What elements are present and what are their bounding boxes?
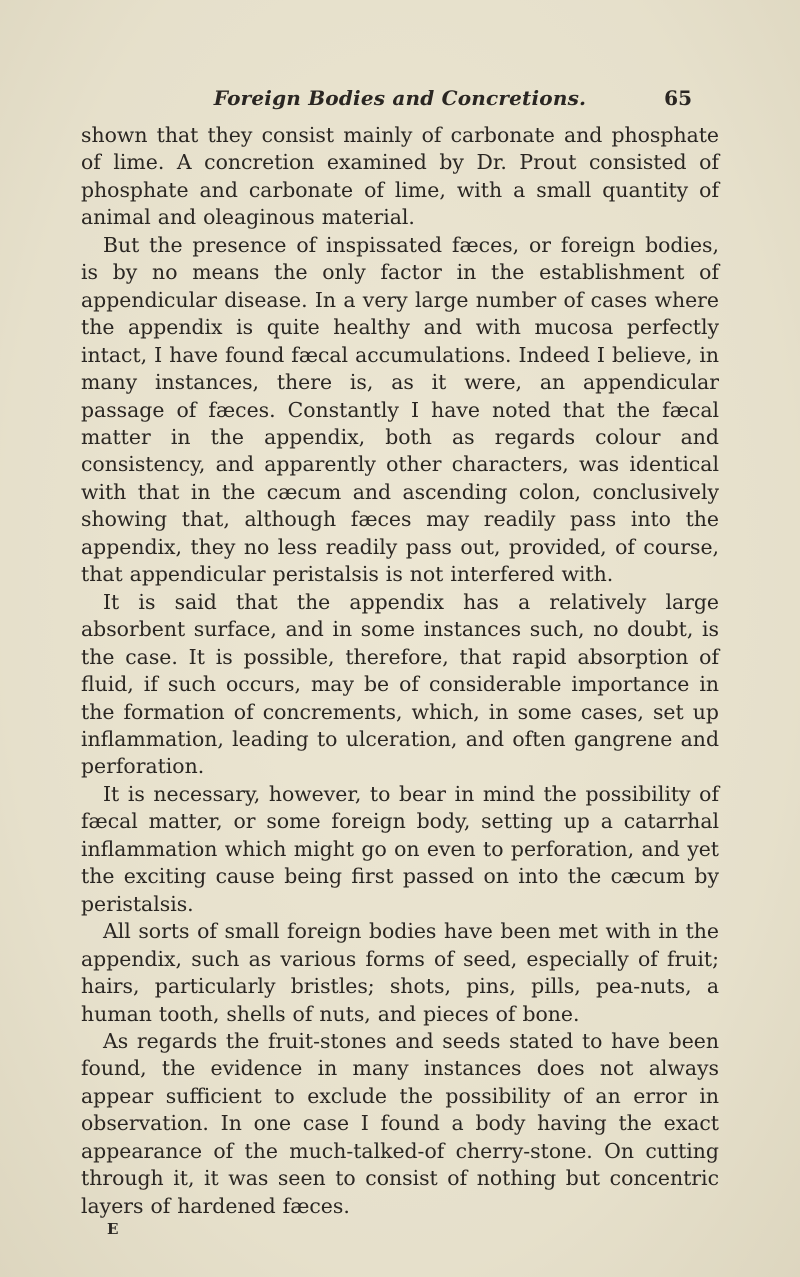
paragraph-continuation: shown that they consist mainly of carbonate and phosphate of lime. A concretion examined by Dr. Prout consisted of phosphate and carbonate of lime, with a small quantity of animal and oleaginous material. (81, 123, 719, 230)
paragraph: All sorts of small foreign bodies have been met with in the appendix, such as various forms of seed, especially of fruit; hairs, particularly bristles; shots, pins, pills, pea-nuts, a human tooth, shells of nuts, and pieces of bone. (81, 919, 719, 1026)
running-title: Foreign Bodies and Concretions. (213, 86, 587, 110)
paragraph: It is said that the appendix has a relatively large absorbent surface, and in some instances such, no doubt, is the case. It is possible, therefore, that rapid absorption of fluid, if such occurs, may be of considerable importance in the formation of concrements, which, in some cases, set up inflammation, leading to ulceration, and often gangrene and perforation. (81, 589, 719, 779)
running-head (0, 86, 800, 114)
page-number: 65 (664, 86, 692, 110)
body-text (81, 122, 719, 1244)
signature-row (81, 1220, 719, 1244)
signature-mark: E (107, 1220, 119, 1239)
paragraph: But the presence of inspissated fæces, or foreign bodies, is by no means the only factor in the establishment of appendicular disease. In a very large number of cases where the appendix is quite healthy and with mucosa perfectly intact, I have found fæcal accumulations. Indeed I believe, in many instances, there is, as it were, an appendicular passage of fæces. Constantly I have noted that the fæcal matter in the appendix, both as regards colour and consistency, and apparently other characters, was identical with that in the cæcum and ascending colon, conclusively showing that, although fæces may readily pass into the appendix, they no less readily pass out, provided, of course, that appendicular peristalsis is not interfered with. (81, 232, 719, 587)
paragraph: It is necessary, however, to bear in mind the possibility of fæcal matter, or some foreign body, setting up a catarrhal inflammation which might go on even to perforation, and yet the exciting cause being first passed on into the cæcum by peristalsis. (81, 781, 719, 916)
paragraph: As regards the fruit-stones and seeds stated to have been found, the evidence in many instances does not always appear sufficient to exclude the possibility of an error in observation. In one case I found a body having the exact appearance of the much-talked-of cherry-stone. On cutting through it, it was seen to consist of nothing but concentric layers of hardened fæces. (81, 1028, 719, 1218)
